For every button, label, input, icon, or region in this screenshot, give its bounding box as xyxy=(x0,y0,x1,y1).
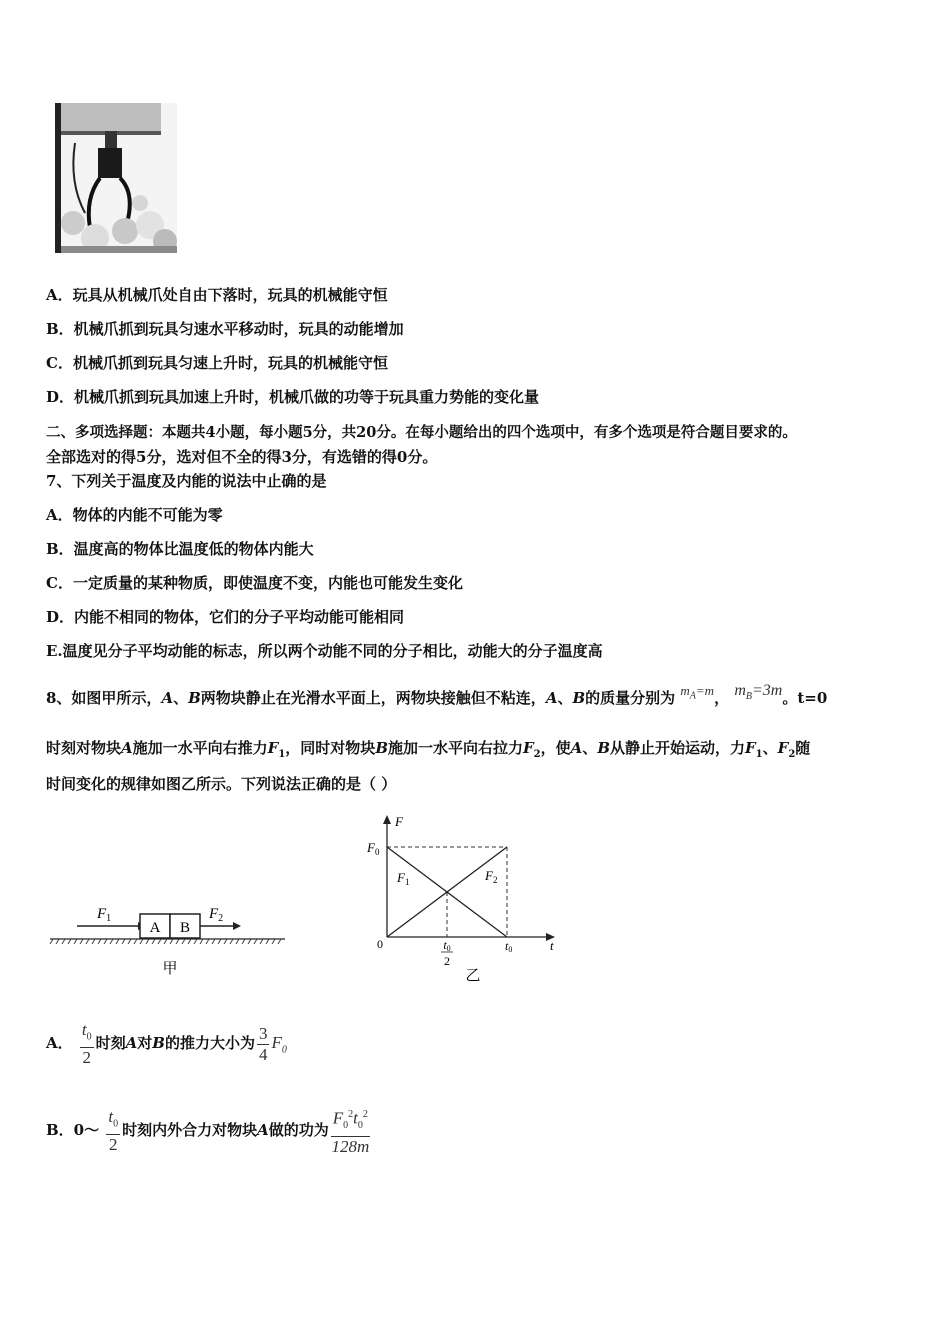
f2-line-label: $F_2$ xyxy=(485,868,498,885)
q7-option-c: C．一定质量的某种物质，即使温度不变，内能也可能发生变化 xyxy=(46,574,463,592)
t0-half-num: t0 xyxy=(443,938,451,953)
option-b-time-fraction: $\frac{t_0}{2}$ xyxy=(108,1106,119,1155)
q7-stem: 7、下列关于温度及内能的说法中止确的是 xyxy=(46,472,327,490)
q6-option-d: D．机械爪抓到玩具加速上升时，机械爪做的功等于玩具重力势能的变化量 xyxy=(46,388,540,406)
mass-a-formula: $m_A=m$ xyxy=(680,683,715,702)
figure-yi-caption: 乙 xyxy=(465,966,481,984)
q8-stem-line3: 时间变化的规律如图乙所示。下列说法正确的是（ ） xyxy=(46,775,397,793)
mass-b-formula: $m_B=3m$ xyxy=(734,682,783,703)
axis-f-label: F xyxy=(395,814,403,829)
f1-line-label: $F_1$ xyxy=(397,870,410,887)
q6-option-b: B．机械爪抓到玩具匀速水平移动时，玩具的动能增加 xyxy=(46,320,404,338)
q7-option-d: D．内能不相同的物体，它们的分子平均动能可能相同 xyxy=(46,608,405,626)
q7-option-b: B．温度高的物体比温度低的物体内能大 xyxy=(46,540,314,558)
figure-jia-caption: 甲 xyxy=(162,959,178,977)
t0-half-den: 2 xyxy=(444,954,450,968)
option-b-work-fraction: $\frac{F_0^2t_0^2}{128m}$ xyxy=(331,1105,370,1157)
claw-machine-photo xyxy=(55,103,177,253)
q8-stem-line1: 8、如图甲所示，A、B两物块静止在光滑水平面上，两物块接触但不粘连，A、B的质量分别为 $m_A=m$， $m_B=3m$。t=0 xyxy=(46,682,828,707)
block-b-label: B xyxy=(179,920,191,936)
figure-jia-blocks xyxy=(45,815,295,985)
q8-option-a: A． $\frac{t_0}{2}$ 时刻A对B的推力大小为 $\frac{3}{4}$ $F_0$ xyxy=(46,1020,287,1068)
q8-option-b: B．0～ $\frac{t_0}{2}$ 时刻内外合力对物块A做的功为 $\frac{F_0^2t_0^2}{128m}$ xyxy=(46,1106,370,1157)
origin-label: 0 xyxy=(377,937,383,951)
block-a-label: A xyxy=(149,920,161,936)
q8-stem-line2: 时刻对物块A施加一水平向右推力$F_1$，同时对物块B施加一水平向右拉力$F_2$，使A、B从静止开始运动，力$F_1$、$F_2$随 xyxy=(46,739,811,760)
jia-f1-label: $F_1$ xyxy=(97,906,112,924)
section2-line1: 二、多项选择题：本题共4小题，每小题5分，共20分。在每小题给出的四个选项中，有多个选项是符合题目要求的。 xyxy=(46,424,797,441)
option-a-value-fraction: $\frac{3}{4}$ xyxy=(258,1023,268,1064)
figure-yi-force-graph xyxy=(355,812,570,987)
t0-label: t0 xyxy=(505,939,513,954)
section2-line2: 全部选对的得5分，选对但不全的得3分，有选错的得0分。 xyxy=(46,448,438,466)
q7-option-e: E.温度见分子平均动能的标志，所以两个动能不同的分子相比，动能大的分子温度高 xyxy=(46,642,603,660)
q7-option-a: A．物体的内能不可能为零 xyxy=(46,506,223,524)
option-a-time-fraction: $\frac{t_0}{2}$ xyxy=(81,1020,92,1068)
q6-option-a: A．玩具从机械爪处自由下落时，玩具的机械能守恒 xyxy=(46,286,388,304)
q6-option-c: C．机械爪抓到玩具匀速上升时，玩具的机械能守恒 xyxy=(46,354,388,372)
jia-f2-label: $F_2$ xyxy=(209,906,224,924)
axis-t-label: t xyxy=(550,938,554,953)
f0-label: $F_0$ xyxy=(367,840,380,857)
